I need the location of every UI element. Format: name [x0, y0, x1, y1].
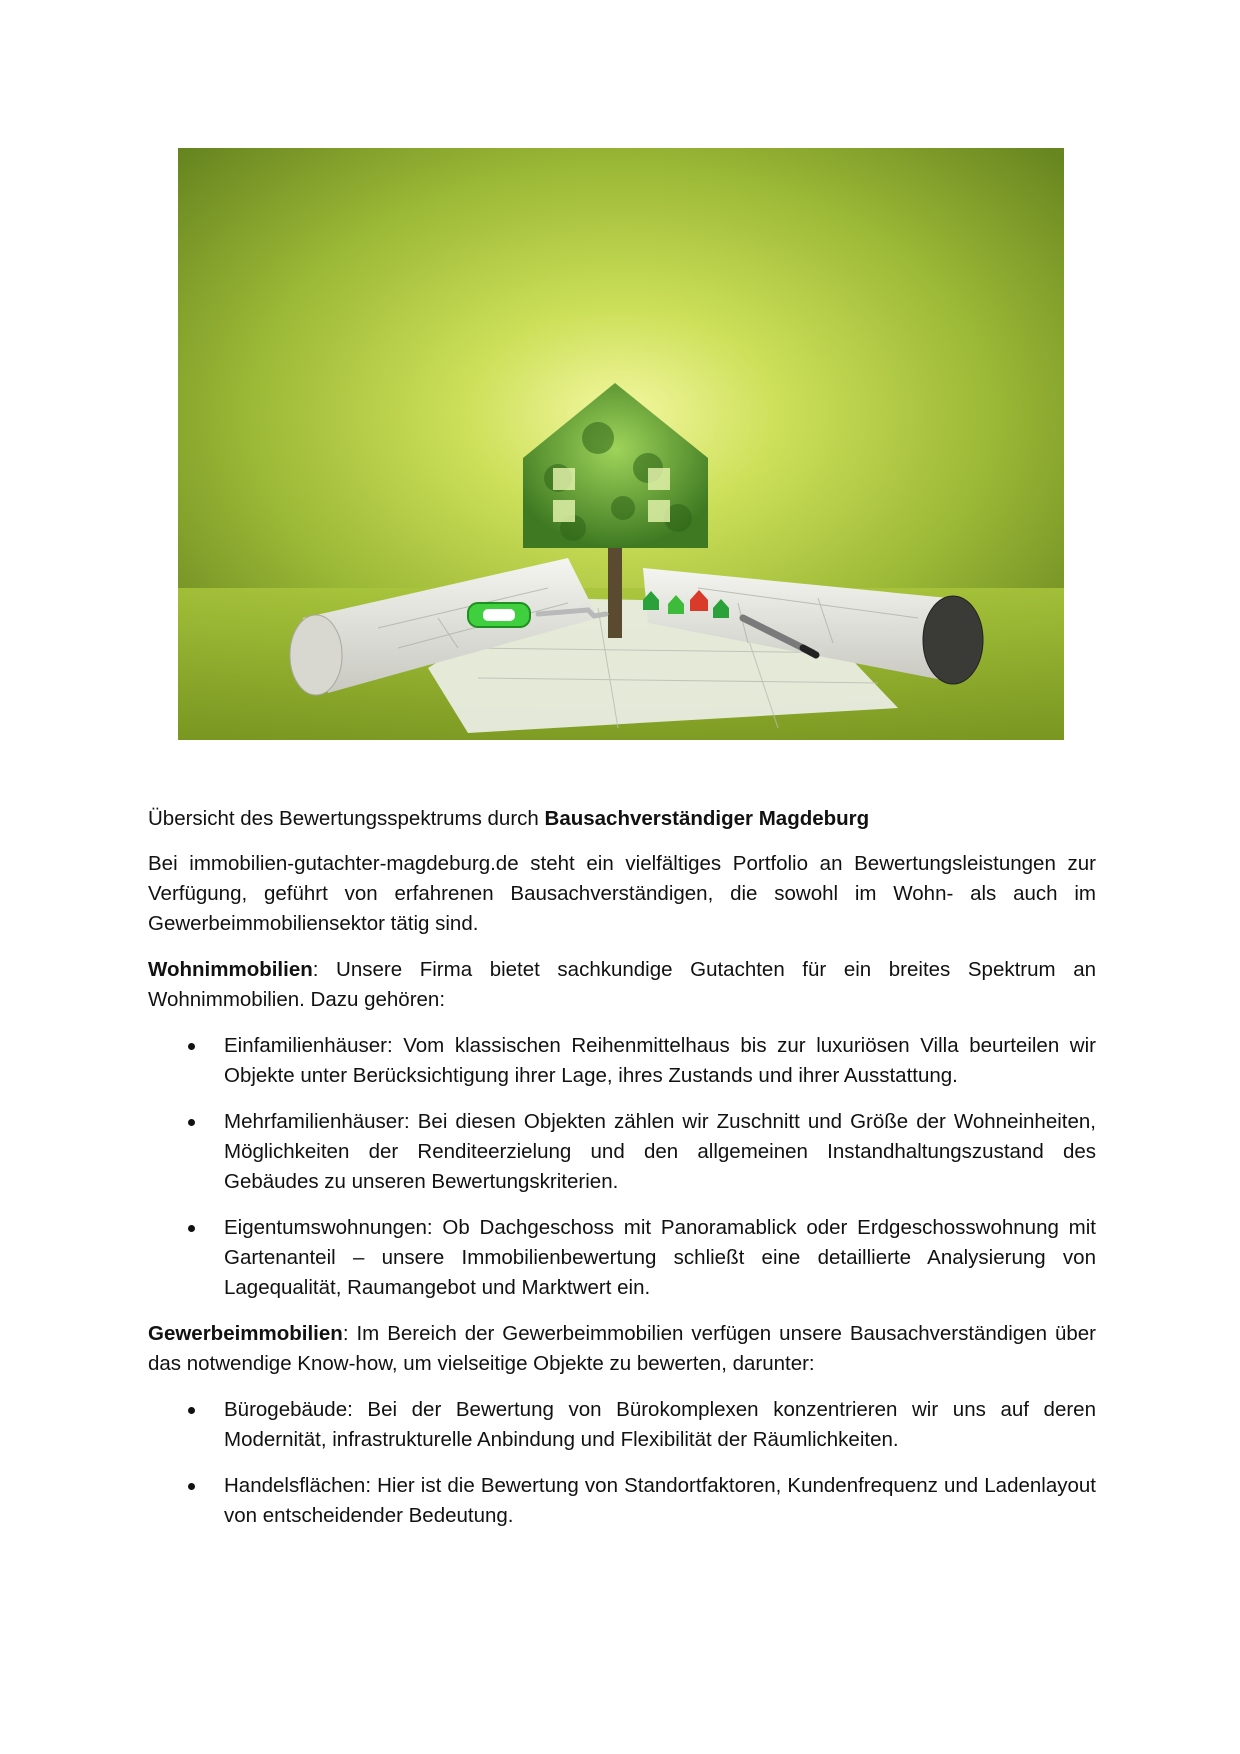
residential-list	[148, 1031, 1096, 1303]
list-item-text: Bürogebäude: Bei der Bewertung von Bürokomplexen konzentrieren wir uns auf deren Modernität, infrastrukturelle Anbindung und Flexibilität der Räumlichkeiten.	[224, 1398, 1096, 1451]
bullet-icon	[188, 1043, 195, 1050]
list-item	[148, 1107, 1096, 1197]
commercial-text: : Im Bereich der Gewerbeimmobilien verfügen unsere Bausachverständigen über das notwendige Know-how, um vielseitige Objekte zu bewerten, darunter:	[148, 1322, 1096, 1375]
list-item	[148, 1213, 1096, 1303]
bullet-icon	[188, 1483, 195, 1490]
list-item-text: Eigentumswohnungen: Ob Dachgeschoss mit Panoramablick oder Erdgeschosswohnung mit Gartenanteil – unsere Immobilienbewertung schließt eine detaillierte Analysierung von Lagequalität, Raumangebot und Marktwert ein.	[224, 1216, 1096, 1299]
list-item-text: Handelsflächen: Hier ist die Bewertung von Standortfaktoren, Kundenfrequenz und Ladenlayout von entscheidender Bedeutung.	[224, 1474, 1096, 1527]
residential-paragraph	[148, 955, 1096, 1015]
residential-text: : Unsere Firma bietet sachkundige Gutachten für ein breites Spektrum an Wohnimmobilien. Dazu gehören:	[148, 958, 1096, 1011]
hero-image	[178, 148, 1064, 740]
list-item	[148, 1031, 1096, 1091]
commercial-list	[148, 1395, 1096, 1531]
intro-title-bold: Bausachverständiger Magdeburg	[544, 807, 870, 830]
commercial-heading: Gewerbeimmobilien	[148, 1322, 343, 1345]
bullet-icon	[188, 1119, 195, 1126]
bullet-icon	[188, 1225, 195, 1232]
list-item-text: Mehrfamilienhäuser: Bei diesen Objekten zählen wir Zuschnitt und Größe der Wohneinheiten, Möglichkeiten der Renditeerzielung und den allgemeinen Instandhaltungszustand des Gebäudes zu unseren Bewertungskriterien.	[224, 1110, 1096, 1193]
residential-heading: Wohnimmobilien	[148, 958, 313, 981]
list-item-text: Einfamilienhäuser: Vom klassischen Reihenmittelhaus bis zur luxuriösen Villa beurteilen wir Objekte unter Berücksichtigung ihrer Lage, ihres Zustands und ihrer Ausstattung.	[224, 1034, 1096, 1087]
document-body	[148, 804, 1096, 1547]
bullet-icon	[188, 1407, 195, 1414]
list-item	[148, 1395, 1096, 1455]
intro-title-prefix: Übersicht des Bewertungsspektrums durch	[148, 807, 545, 830]
intro-paragraph: Bei immobilien-gutachter-magdeburg.de steht ein vielfältiges Portfolio an Bewertungsleistungen zur Verfügung, geführt von erfahrenen Bausachverständigen, die sowohl im Wohn- als auch im Gewerbeimmobiliensektor tätig sind.	[148, 852, 1096, 935]
tree-house-illustration	[178, 148, 1064, 740]
intro-title	[148, 804, 1096, 834]
list-item	[148, 1471, 1096, 1531]
commercial-paragraph	[148, 1319, 1096, 1379]
